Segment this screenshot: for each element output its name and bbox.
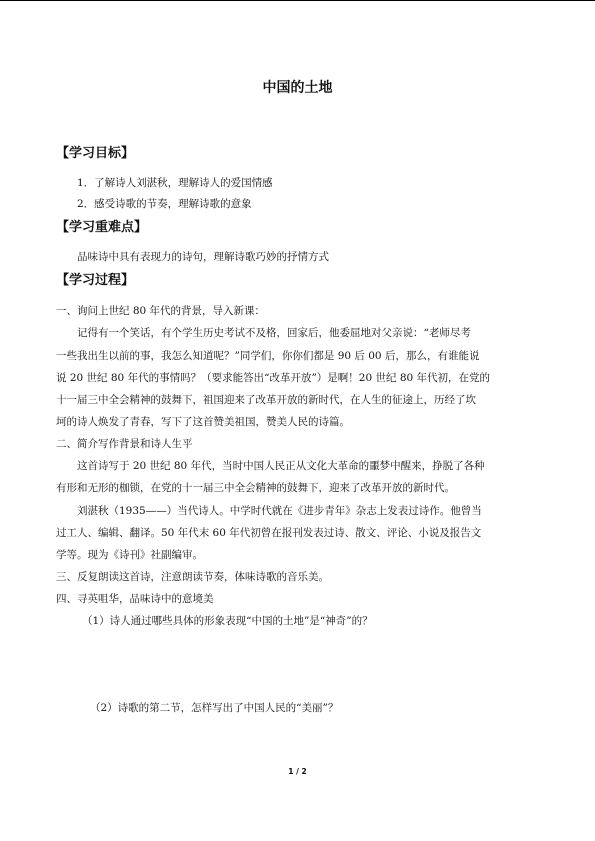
section-heading-key-points: 【学习重难点】	[56, 220, 148, 235]
step-3-title: 三、反复朗读这首诗，注意朗读节奏，体味诗歌的音乐美。	[56, 571, 329, 583]
step-2-paragraph-2-line: 刘湛秋（1935——）当代诗人。中学时代就在《进步青年》杂志上发表过诗作。他曾当	[77, 505, 482, 517]
key-points-text: 品味诗中具有表现力的诗句，理解诗歌巧妙的抒情方式	[77, 251, 329, 263]
step-1-line: 十一届三中全会精神的鼓舞下，祖国迎来了改革开放的新时代，在人生的征途上，历经了坎	[56, 394, 476, 406]
page-title: 中国的土地	[262, 80, 333, 96]
top-border-rule	[0, 0, 595, 1]
step-1-line: 记得有一个笑话，有个学生历史考试不及格，回家后，他委屈地对父亲说：“老师尽考	[77, 327, 471, 339]
step-1-title: 一、询问上世纪 80 年代的背景，导入新课：	[56, 305, 266, 317]
step-4-title: 四、寻英咀华，品味诗中的意境美	[56, 593, 214, 605]
question-1: （1）诗人通过哪些具体的形象表现“中国的土地”是“神奇”的？	[82, 615, 373, 627]
goal-item-2: 2．感受诗歌的节奏，理解诗歌的意象	[77, 198, 252, 210]
step-2-paragraph-2-line: 学等。现为《诗刊》社副编审。	[56, 549, 203, 561]
step-1-line: 说 20 世纪 80 年代的事情吗？（要求能答出“改革开放”）是啊！20 世纪 80 年代初，在党的	[56, 372, 491, 384]
step-1-line: 一些我出生以前的事，我怎么知道呢？”同学们，你你们都是 90 后 00 后，那么，有谁能说	[56, 350, 480, 362]
section-heading-goals: 【学习目标】	[56, 146, 135, 161]
page-number: 1 / 2	[288, 767, 307, 776]
question-2: （2）诗歌的第二节，怎样写出了中国人民的“美丽”？	[90, 702, 339, 714]
section-heading-process: 【学习过程】	[56, 273, 135, 288]
goal-item-1: 1．了解诗人刘湛秋，理解诗人的爱国情感	[77, 177, 273, 189]
step-2-paragraph-1-line: 有形和无形的枷锁，在党的十一届三中全会精神的鼓舞下，迎来了改革开放的新时代。	[56, 482, 455, 494]
step-2-title: 二、简介写作背景和诗人生平	[56, 438, 193, 450]
step-2-paragraph-1-line: 这首诗写于 20 世纪 80 年代，当时中国人民正从文化大革命的噩梦中醒来，挣脱了各种	[77, 460, 485, 472]
step-2-paragraph-2-line: 过工人、编辑、翻译。50 年代末 60 年代初曾在报刊发表过诗、散文、评论、小说及报告文	[56, 527, 482, 539]
step-1-line: 坷的诗人焕发了青春，写下了这首赞美祖国，赞美人民的诗篇。	[56, 416, 350, 428]
